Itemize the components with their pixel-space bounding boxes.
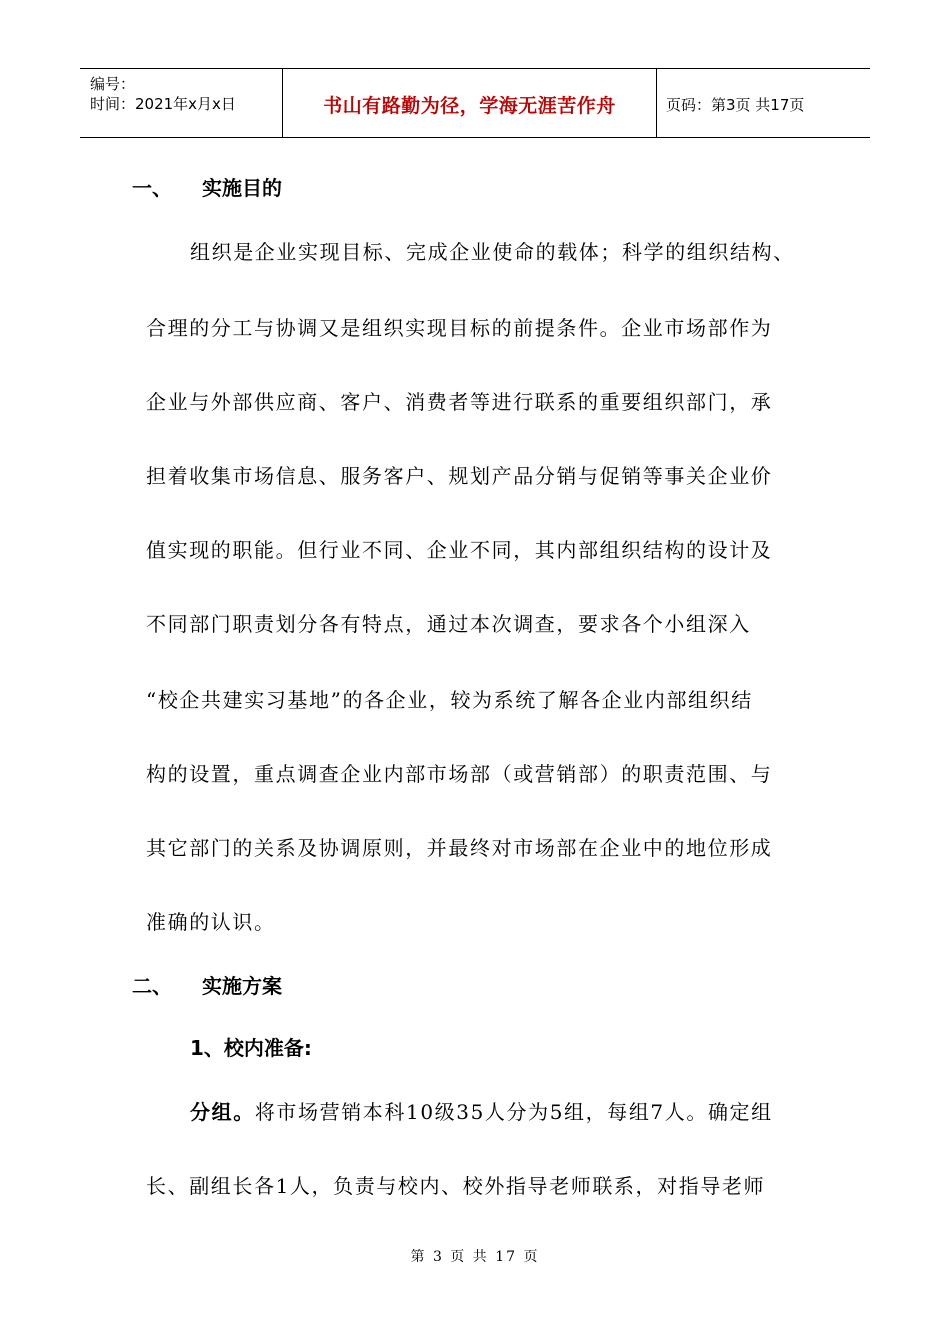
section-number: 二、 — [132, 974, 172, 998]
header-info-cell — [80, 69, 282, 137]
section-heading-1 — [132, 172, 282, 201]
section-title: 实施目的 — [202, 176, 282, 200]
paragraph-line: 构的设置，重点调查企业内部市场部（或营销部）的职责范围、与 — [146, 762, 773, 786]
section-title: 实施方案 — [202, 974, 282, 998]
page-footer: 第 3 页 共 17 页 — [410, 1249, 540, 1265]
paragraph-line: 组织是企业实现目标、完成企业使命的载体；科学的组织结构、 — [190, 240, 795, 264]
paragraph-lead: 分组。 — [190, 1100, 255, 1124]
paragraph-line: 担着收集市场信息、服务客户、规划产品分销与促销等事关企业价 — [146, 464, 773, 488]
paragraph-line: 企业与外部供应商、客户、消费者等进行联系的重要组织部门，承 — [146, 390, 773, 414]
section-number: 一、 — [132, 176, 172, 200]
paragraph-line: 其它部门的关系及协调原则，并最终对市场部在企业中的地位形成 — [146, 836, 773, 860]
section-heading-2 — [132, 970, 282, 999]
paragraph-line: “校企共建实习基地”的各企业，较为系统了解各企业内部组织结 — [146, 688, 753, 712]
motto-text: 书山有路勤为径，学海无涯苦作舟 — [323, 95, 616, 117]
paragraph-line — [190, 1096, 773, 1125]
paragraph-line: 合理的分工与协调又是组织实现目标的前提条件。企业市场部作为 — [146, 316, 773, 340]
page-code: 页码：第3页 共17页 — [666, 96, 805, 114]
page-header — [80, 68, 870, 138]
doc-date-label: 时间：2021年x月x日 — [90, 95, 236, 113]
doc-number-label: 编号： — [90, 75, 136, 93]
paragraph-text: 将市场营销本科10级35人分为5组，每组7人。确定组 — [254, 1100, 773, 1124]
header-page-cell — [656, 69, 870, 137]
header-motto-cell — [282, 69, 657, 137]
paragraph-line: 值实现的职能。但行业不同、企业不同，其内部组织结构的设计及 — [146, 538, 773, 562]
paragraph-line: 长、副组长各1人，负责与校内、校外指导老师联系，对指导老师 — [146, 1174, 766, 1198]
subsection-title: 1、校内准备: — [190, 1036, 312, 1060]
paragraph-line: 准确的认识。 — [146, 910, 276, 934]
paragraph-line: 不同部门职责划分各有特点，通过本次调查，要求各个小组深入 — [146, 612, 751, 636]
